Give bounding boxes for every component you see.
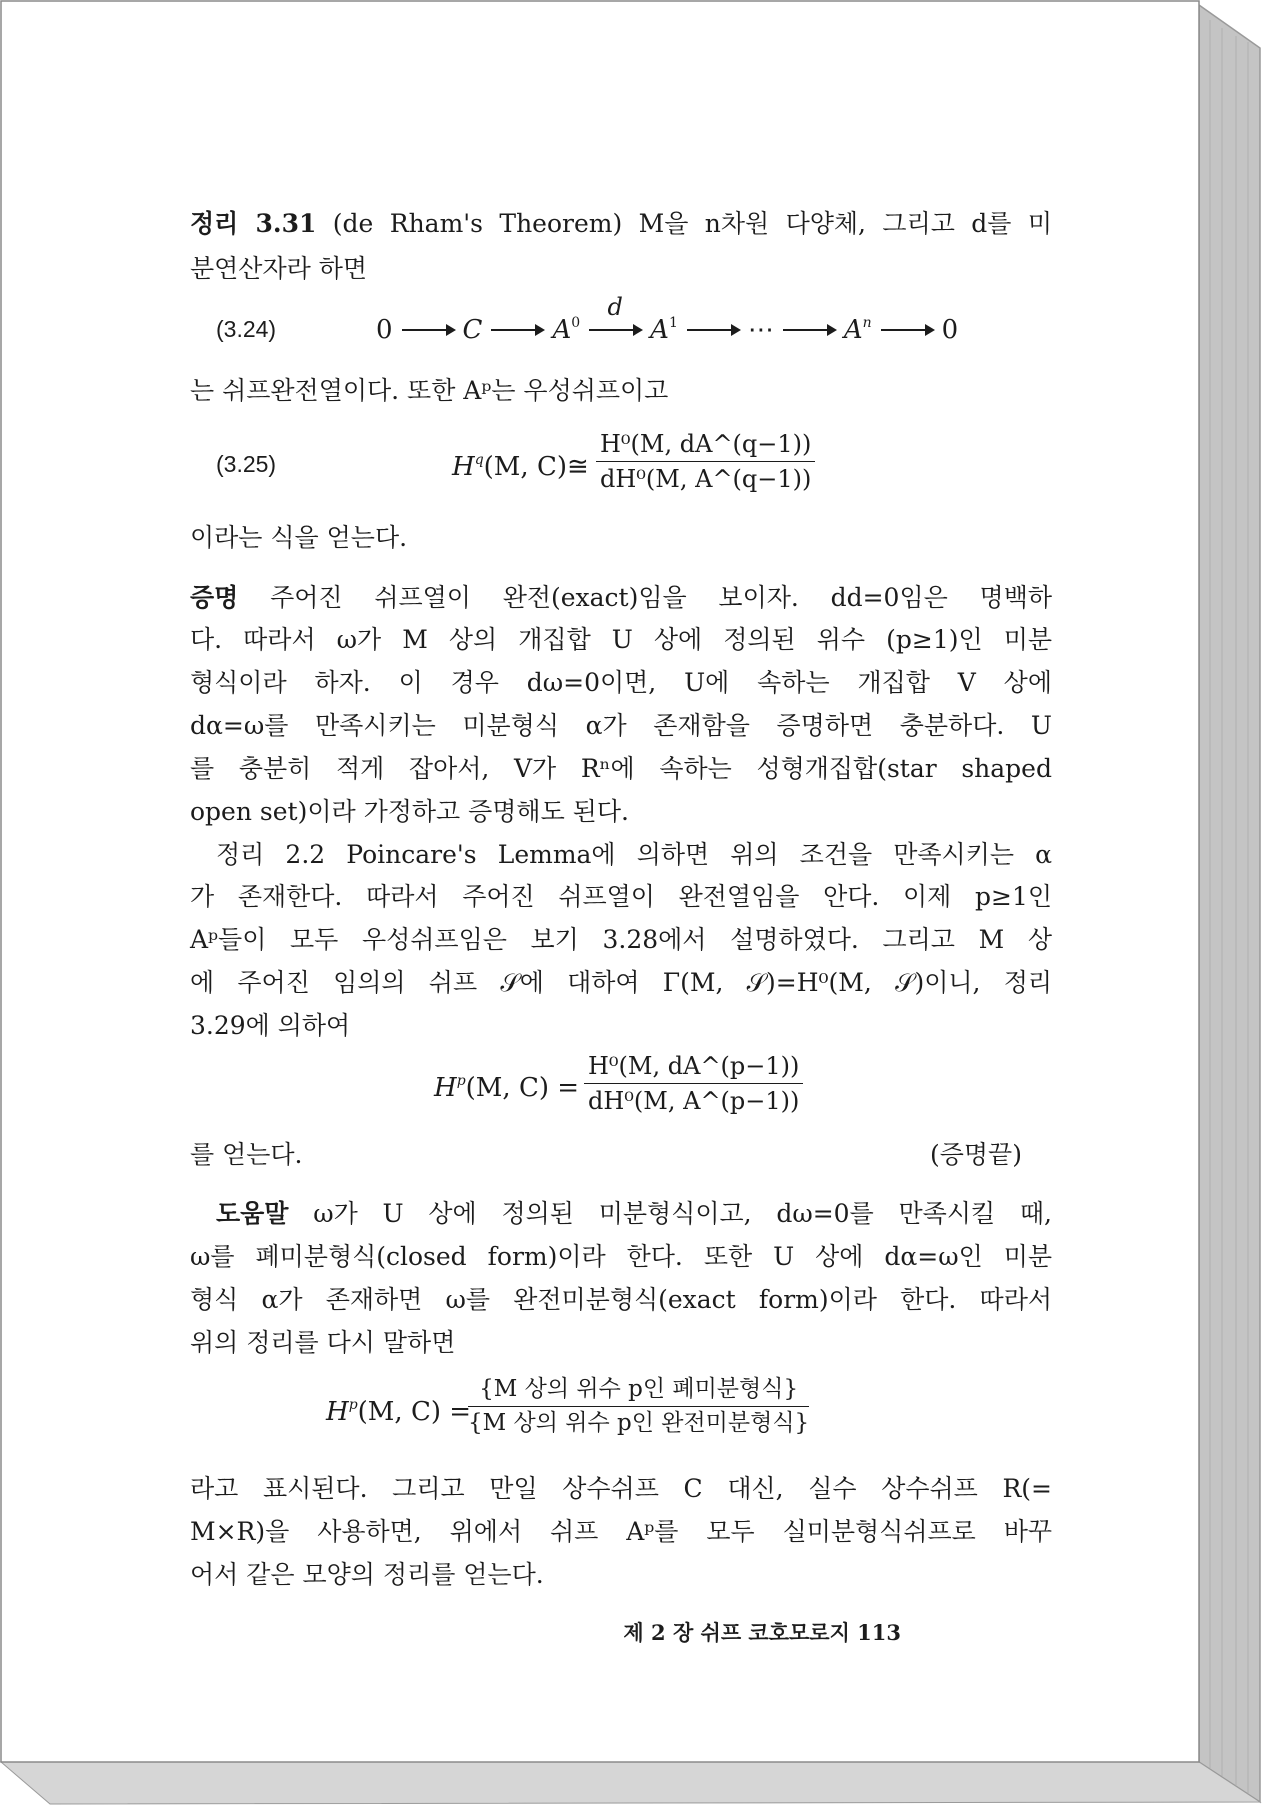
- qed-mark: (증명끝): [930, 1140, 1022, 1169]
- seq-term-zero: 0: [376, 315, 393, 345]
- text-after-hp: 를 얻는다.: [190, 1140, 303, 1169]
- seq-term-zero-end: 0: [941, 315, 959, 345]
- arrow-label-d: d: [607, 293, 623, 321]
- remark-line-2: ω를 폐미분형식(closed form)이라 한다. 또한 U 상에 dα=ω인 미분: [190, 1242, 1052, 1271]
- arrow-icon: [783, 329, 835, 331]
- proof-line-3: 형식이라 하자. 이 경우 dω=0이면, U에 속하는 개집합 V 상에: [190, 668, 1052, 697]
- proof-line-6: open set)이라 가정하고 증명해도 된다.: [190, 797, 629, 826]
- equation-3-25-lhs: $H^q(M$, C)≅: [452, 452, 589, 482]
- proof-p2-line-1: 정리 2.2 Poincare's Lemma에 의하면 위의 조건을 만족시키는 α: [216, 840, 1052, 869]
- theorem-text: M을 n차원 다양체, 그리고 d를 미: [638, 209, 1052, 238]
- equation-number-3-24: (3.24): [216, 316, 277, 342]
- fraction-denominator: dH⁰(M, A^(p−1)): [588, 1087, 800, 1115]
- equation-hp-lhs: $H^p(M$, C) =: [434, 1073, 580, 1103]
- equation-3-25-fraction: [596, 432, 815, 491]
- text-after-3-24: 는 쉬프완전열이다. 또한 Aᵖ는 우성쉬프이고: [190, 376, 669, 405]
- remark-line-1: 도움말 ω가 U 상에 정의된 미분형식이고, dω=0를 만족시킬 때,: [216, 1199, 1052, 1228]
- equation-number-3-25: (3.25): [216, 451, 277, 477]
- proof-p2-line-4: 에 주어진 임의의 쉬프 𝒮에 대하여 Γ(M, 𝒮)=H⁰(M, 𝒮)이니, 정리: [190, 968, 1052, 997]
- theorem-label: 정리 3.31: [190, 209, 317, 238]
- final-line-2: M×R)을 사용하면, 위에서 쉬프 Aᵖ를 모두 실미분형식쉬프로 바꾸: [190, 1517, 1052, 1546]
- proof-label: 증명: [190, 583, 239, 612]
- arrow-d-icon: [589, 293, 641, 331]
- remark-label: 도움말: [216, 1199, 289, 1228]
- arrow-icon: [881, 329, 933, 331]
- equation-hp-sets-fraction: [468, 1378, 809, 1435]
- arrow-icon: [491, 329, 543, 331]
- theorem-line-1: [190, 211, 1052, 236]
- seq-term-c: C: [462, 315, 483, 345]
- theorem-name: (de Rham's Theorem): [332, 209, 623, 238]
- equation-3-24: 0 C $A^0$ d $A^1$ ⋯ $A^n$ 0: [376, 293, 959, 345]
- seq-term-a0: A: [552, 315, 572, 345]
- proof-line-5: 를 충분히 적게 잡아서, V가 Rⁿ에 속하는 성형개집합(star shaped: [190, 754, 1052, 783]
- proof-p2-line-5: 3.29에 의하여: [190, 1011, 351, 1040]
- arrow-icon: [687, 329, 739, 331]
- seq-term-a1: A: [650, 315, 669, 345]
- proof-line-4: dα=ω를 만족시키는 미분형식 α가 존재함을 증명하면 충분하다. U: [190, 711, 1052, 740]
- proof-line-2: 다. 따라서 ω가 M 상의 개집합 U 상에 정의된 위수 (p≥1)인 미분: [190, 625, 1052, 654]
- fraction-numerator: {M 상의 위수 p인 폐미분형식}: [468, 1378, 809, 1407]
- fraction-denominator: {M 상의 위수 p인 완전미분형식}: [468, 1410, 810, 1436]
- final-line-3: 어서 같은 모양의 정리를 얻는다.: [190, 1560, 544, 1589]
- equation-hp-sets-lhs: $H^p(M$, C) =: [326, 1397, 472, 1427]
- arrow-icon: [402, 329, 454, 331]
- seq-ellipsis: ⋯: [747, 315, 774, 345]
- proof-p2-line-2: 가 존재한다. 따라서 주어진 쉬프열이 완전열임을 안다. 이제 p≥1인: [190, 882, 1052, 911]
- fraction-numerator: H⁰(M, dA^(q−1)): [596, 432, 815, 462]
- fraction-numerator: H⁰(M, dA^(p−1)): [584, 1054, 803, 1084]
- remark-line-3: 형식 α가 존재하면 ω를 완전미분형식(exact form)이라 한다. 따라서: [190, 1285, 1052, 1314]
- seq-term-an: A: [843, 315, 863, 345]
- text-after-3-25: 이라는 식을 얻는다.: [190, 523, 408, 552]
- remark-line-4: 위의 정리를 다시 말하면: [190, 1328, 456, 1357]
- equation-hp-fraction: [584, 1054, 803, 1113]
- fraction-denominator: dH⁰(M, A^(q−1)): [600, 465, 812, 493]
- proof-p2-line-3: Aᵖ들이 모두 우성쉬프임은 보기 3.28에서 설명하였다. 그리고 M 상: [190, 925, 1052, 954]
- final-line-1: 라고 표시된다. 그리고 만일 상수쉬프 C 대신, 실수 상수쉬프 R(=: [190, 1474, 1052, 1503]
- proof-line-1: 증명 주어진 쉬프열이 완전(exact)임을 보이자. dd=0임은 명백하: [190, 583, 1052, 612]
- theorem-line-2: 분연산자라 하면: [190, 254, 367, 283]
- running-footer: 제 2 장 쉬프 코호모로지 113: [623, 1620, 901, 1645]
